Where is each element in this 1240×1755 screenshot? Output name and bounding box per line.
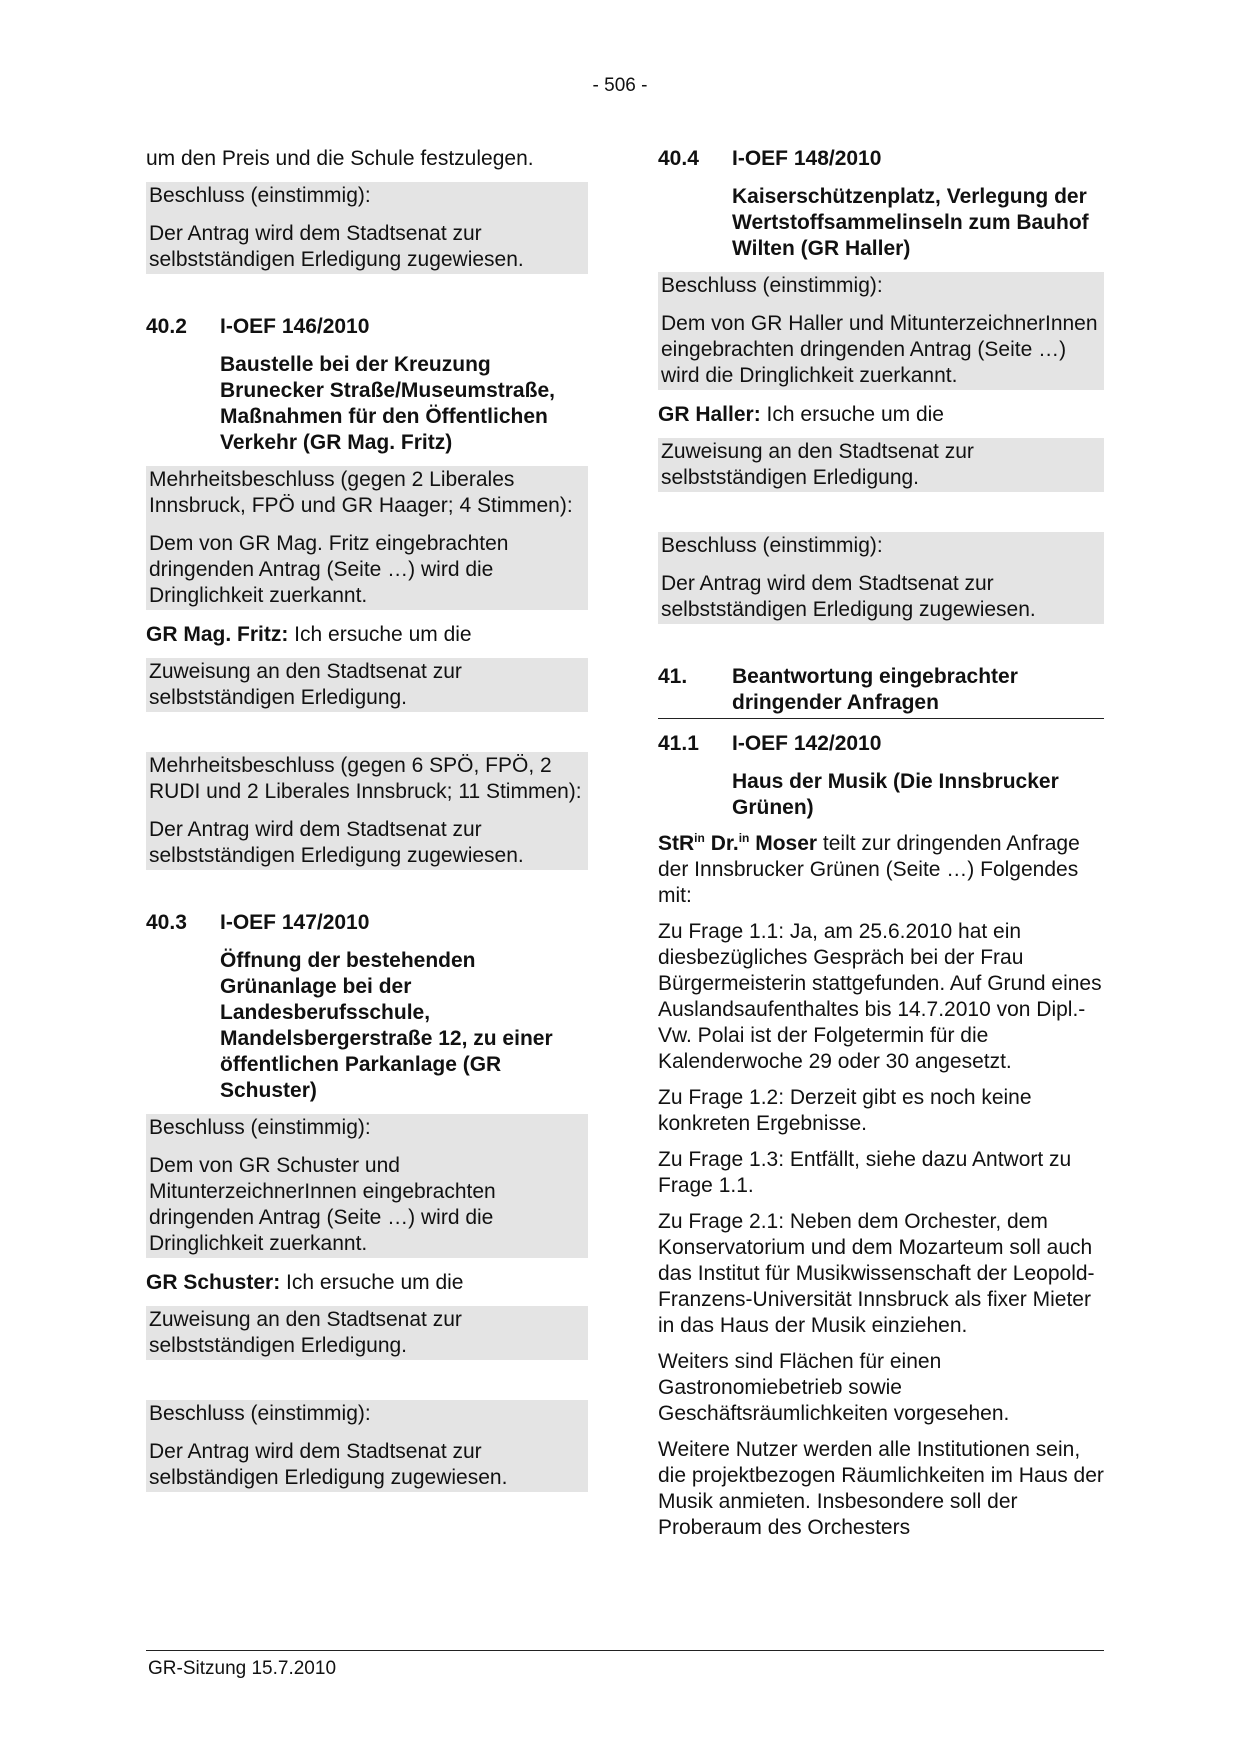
answer-paragraph: Zu Frage 2.1: Neben dem Orchester, dem Konservatorium und dem Mozarteum soll auch das Institut für Musikwissenschaft der Leopold-Franzens-Universität Innsbruck als fixer Mieter in das Haus der Musik einziehen. bbox=[658, 1210, 1095, 1337]
resolution-text: Dem von GR Haller und MitunterzeichnerInnen eingebrachten dringenden Antrag (Seite …) wird die Dringlichkeit zuerkannt. bbox=[661, 312, 1098, 387]
speaker-line bbox=[146, 1270, 588, 1296]
speech-continuation: Zuweisung an den Stadtsenat zur selbstständigen Erledigung. bbox=[149, 660, 462, 709]
answer-paragraph: Weitere Nutzer werden alle Institutionen sein, die projektbezogen Räumlichkeiten im Haus der Musik anmieten. Insbesondere soll der Proberaum des Orchesters bbox=[658, 1438, 1104, 1539]
footer-rule bbox=[146, 1650, 1104, 1651]
section-header-41-1 bbox=[658, 731, 1104, 757]
resolution-text: Der Antrag wird dem Stadtsenat zur selbstständigen Erledigung zugewiesen. bbox=[661, 572, 1036, 621]
speaker-name: GR Haller: bbox=[658, 403, 761, 426]
resolution-text: Der Antrag wird dem Stadtsenat zur selbstständigen Erledigung zugewiesen. bbox=[149, 222, 524, 271]
speech-box bbox=[146, 1306, 588, 1360]
intro-text: um den Preis und die Schule festzulegen. bbox=[146, 147, 534, 170]
speech-box bbox=[658, 438, 1104, 492]
section-header-41 bbox=[658, 664, 1104, 719]
section-header-40-4 bbox=[658, 146, 1104, 172]
resolution-box bbox=[146, 752, 588, 870]
speech-box bbox=[146, 658, 588, 712]
left-column bbox=[146, 146, 588, 1492]
right-column bbox=[658, 146, 1104, 1551]
speaker-name: GR Schuster: bbox=[146, 1271, 281, 1294]
resolution-text: Der Antrag wird dem Stadtsenat zur selbstständigen Erledigung zugewiesen. bbox=[149, 818, 524, 867]
speech-continuation: Zuweisung an den Stadtsenat zur selbstständigen Erledigung. bbox=[661, 440, 974, 489]
answer-paragraph: Zu Frage 1.2: Derzeit gibt es noch keine konkreten Ergebnisse. bbox=[658, 1086, 1032, 1135]
speech-text: Ich ersuche um die bbox=[286, 1271, 464, 1294]
section-number: 40.3 bbox=[146, 911, 187, 934]
resolution-label: Mehrheitsbeschluss (gegen 6 SPÖ, FPÖ, 2 RUDI und 2 Liberales Innsbruck; 11 Stimmen): bbox=[149, 754, 582, 803]
page-number: - 506 - bbox=[592, 75, 648, 96]
resolution-box bbox=[658, 272, 1104, 390]
answer-paragraph: Weiters sind Flächen für einen Gastronomiebetrieb sowie Geschäftsräumlichkeiten vorgesehen. bbox=[658, 1350, 1010, 1425]
resolution-label: Beschluss (einstimmig): bbox=[661, 534, 883, 557]
resolution-label: Mehrheitsbeschluss (gegen 2 Liberales Innsbruck, FPÖ und GR Haager; 4 Stimmen): bbox=[149, 468, 573, 517]
footer-text: GR-Sitzung 15.7.2010 bbox=[148, 1658, 337, 1679]
section-title: Haus der Musik (Die Innsbrucker Grünen) bbox=[732, 770, 1059, 819]
speaker-name: StR$^{in}$ Dr.$^{in}$ Moser bbox=[658, 831, 818, 855]
section-code: I-OEF 142/2010 bbox=[732, 732, 882, 755]
resolution-box bbox=[146, 466, 588, 610]
speech-text: Ich ersuche um die bbox=[766, 403, 944, 426]
resolution-box bbox=[146, 1400, 588, 1492]
section-header-40-2 bbox=[146, 314, 588, 340]
section-header-40-3 bbox=[146, 910, 588, 936]
resolution-label: Beschluss (einstimmig): bbox=[149, 1116, 371, 1139]
speaker-name: GR Mag. Fritz: bbox=[146, 623, 289, 646]
resolution-label: Beschluss (einstimmig): bbox=[149, 1402, 371, 1425]
section-number: 40.4 bbox=[658, 147, 699, 170]
resolution-box bbox=[146, 182, 588, 274]
section-title: Beantwortung eingebrachter dringender Anfragen bbox=[732, 665, 1018, 714]
answer-paragraph: Zu Frage 1.3: Entfällt, siehe dazu Antwort zu Frage 1.1. bbox=[658, 1148, 1072, 1197]
speech-text: Ich ersuche um die bbox=[294, 623, 472, 646]
resolution-box bbox=[146, 1114, 588, 1258]
answer-intro-text: teilt zur dringenden Anfrage der Innsbrucker Grünen (Seite …) Folgendes mit: bbox=[658, 832, 1080, 907]
speech-continuation: Zuweisung an den Stadtsenat zur selbstständigen Erledigung. bbox=[149, 1308, 462, 1357]
section-code: I-OEF 148/2010 bbox=[732, 147, 882, 170]
resolution-label: Beschluss (einstimmig): bbox=[661, 274, 883, 297]
resolution-text: Dem von GR Mag. Fritz eingebrachten dringenden Antrag (Seite …) wird die Dringlichkeit zuerkannt. bbox=[149, 532, 509, 607]
speaker-line bbox=[658, 402, 1104, 428]
section-number: 40.2 bbox=[146, 315, 187, 338]
section-title: Öffnung der bestehenden Grünanlage bei der Landesberufsschule, Mandelsbergerstraße 12, zu einer öffentlichen Parkanlage (GR Schuster) bbox=[220, 949, 553, 1102]
resolution-box bbox=[658, 532, 1104, 624]
section-code: I-OEF 146/2010 bbox=[220, 315, 370, 338]
section-title: Kaiserschützenplatz, Verlegung der Wertstoffsammelinseln zum Bauhof Wilten (GR Haller) bbox=[732, 185, 1089, 260]
section-title: Baustelle bei der Kreuzung Brunecker Straße/Museumstraße, Maßnahmen für den Öffentlichen Verkehr (GR Mag. Fritz) bbox=[220, 353, 555, 454]
resolution-text: Der Antrag wird dem Stadtsenat zur selbständigen Erledigung zugewiesen. bbox=[149, 1440, 508, 1489]
resolution-text: Dem von GR Schuster und MitunterzeichnerInnen eingebrachten dringenden Antrag (Seite …) wird die Dringlichkeit zuerkannt. bbox=[149, 1154, 496, 1255]
section-code: I-OEF 147/2010 bbox=[220, 911, 370, 934]
section-number: 41.1 bbox=[658, 732, 699, 755]
speaker-line bbox=[146, 622, 588, 648]
answer-intro bbox=[658, 831, 1104, 909]
resolution-label: Beschluss (einstimmig): bbox=[149, 184, 371, 207]
section-number: 41. bbox=[658, 665, 688, 688]
answer-paragraph: Zu Frage 1.1: Ja, am 25.6.2010 hat ein diesbezügliches Gespräch bei der Frau Bürgermeisterin stattgefunden. Auf Grund eines Auslandsaufenthaltes bis 14.7.2010 von Dipl.-Vw. Polai ist der Folgetermin für die Kalenderwoche 29 oder 30 angesetzt. bbox=[658, 920, 1102, 1073]
